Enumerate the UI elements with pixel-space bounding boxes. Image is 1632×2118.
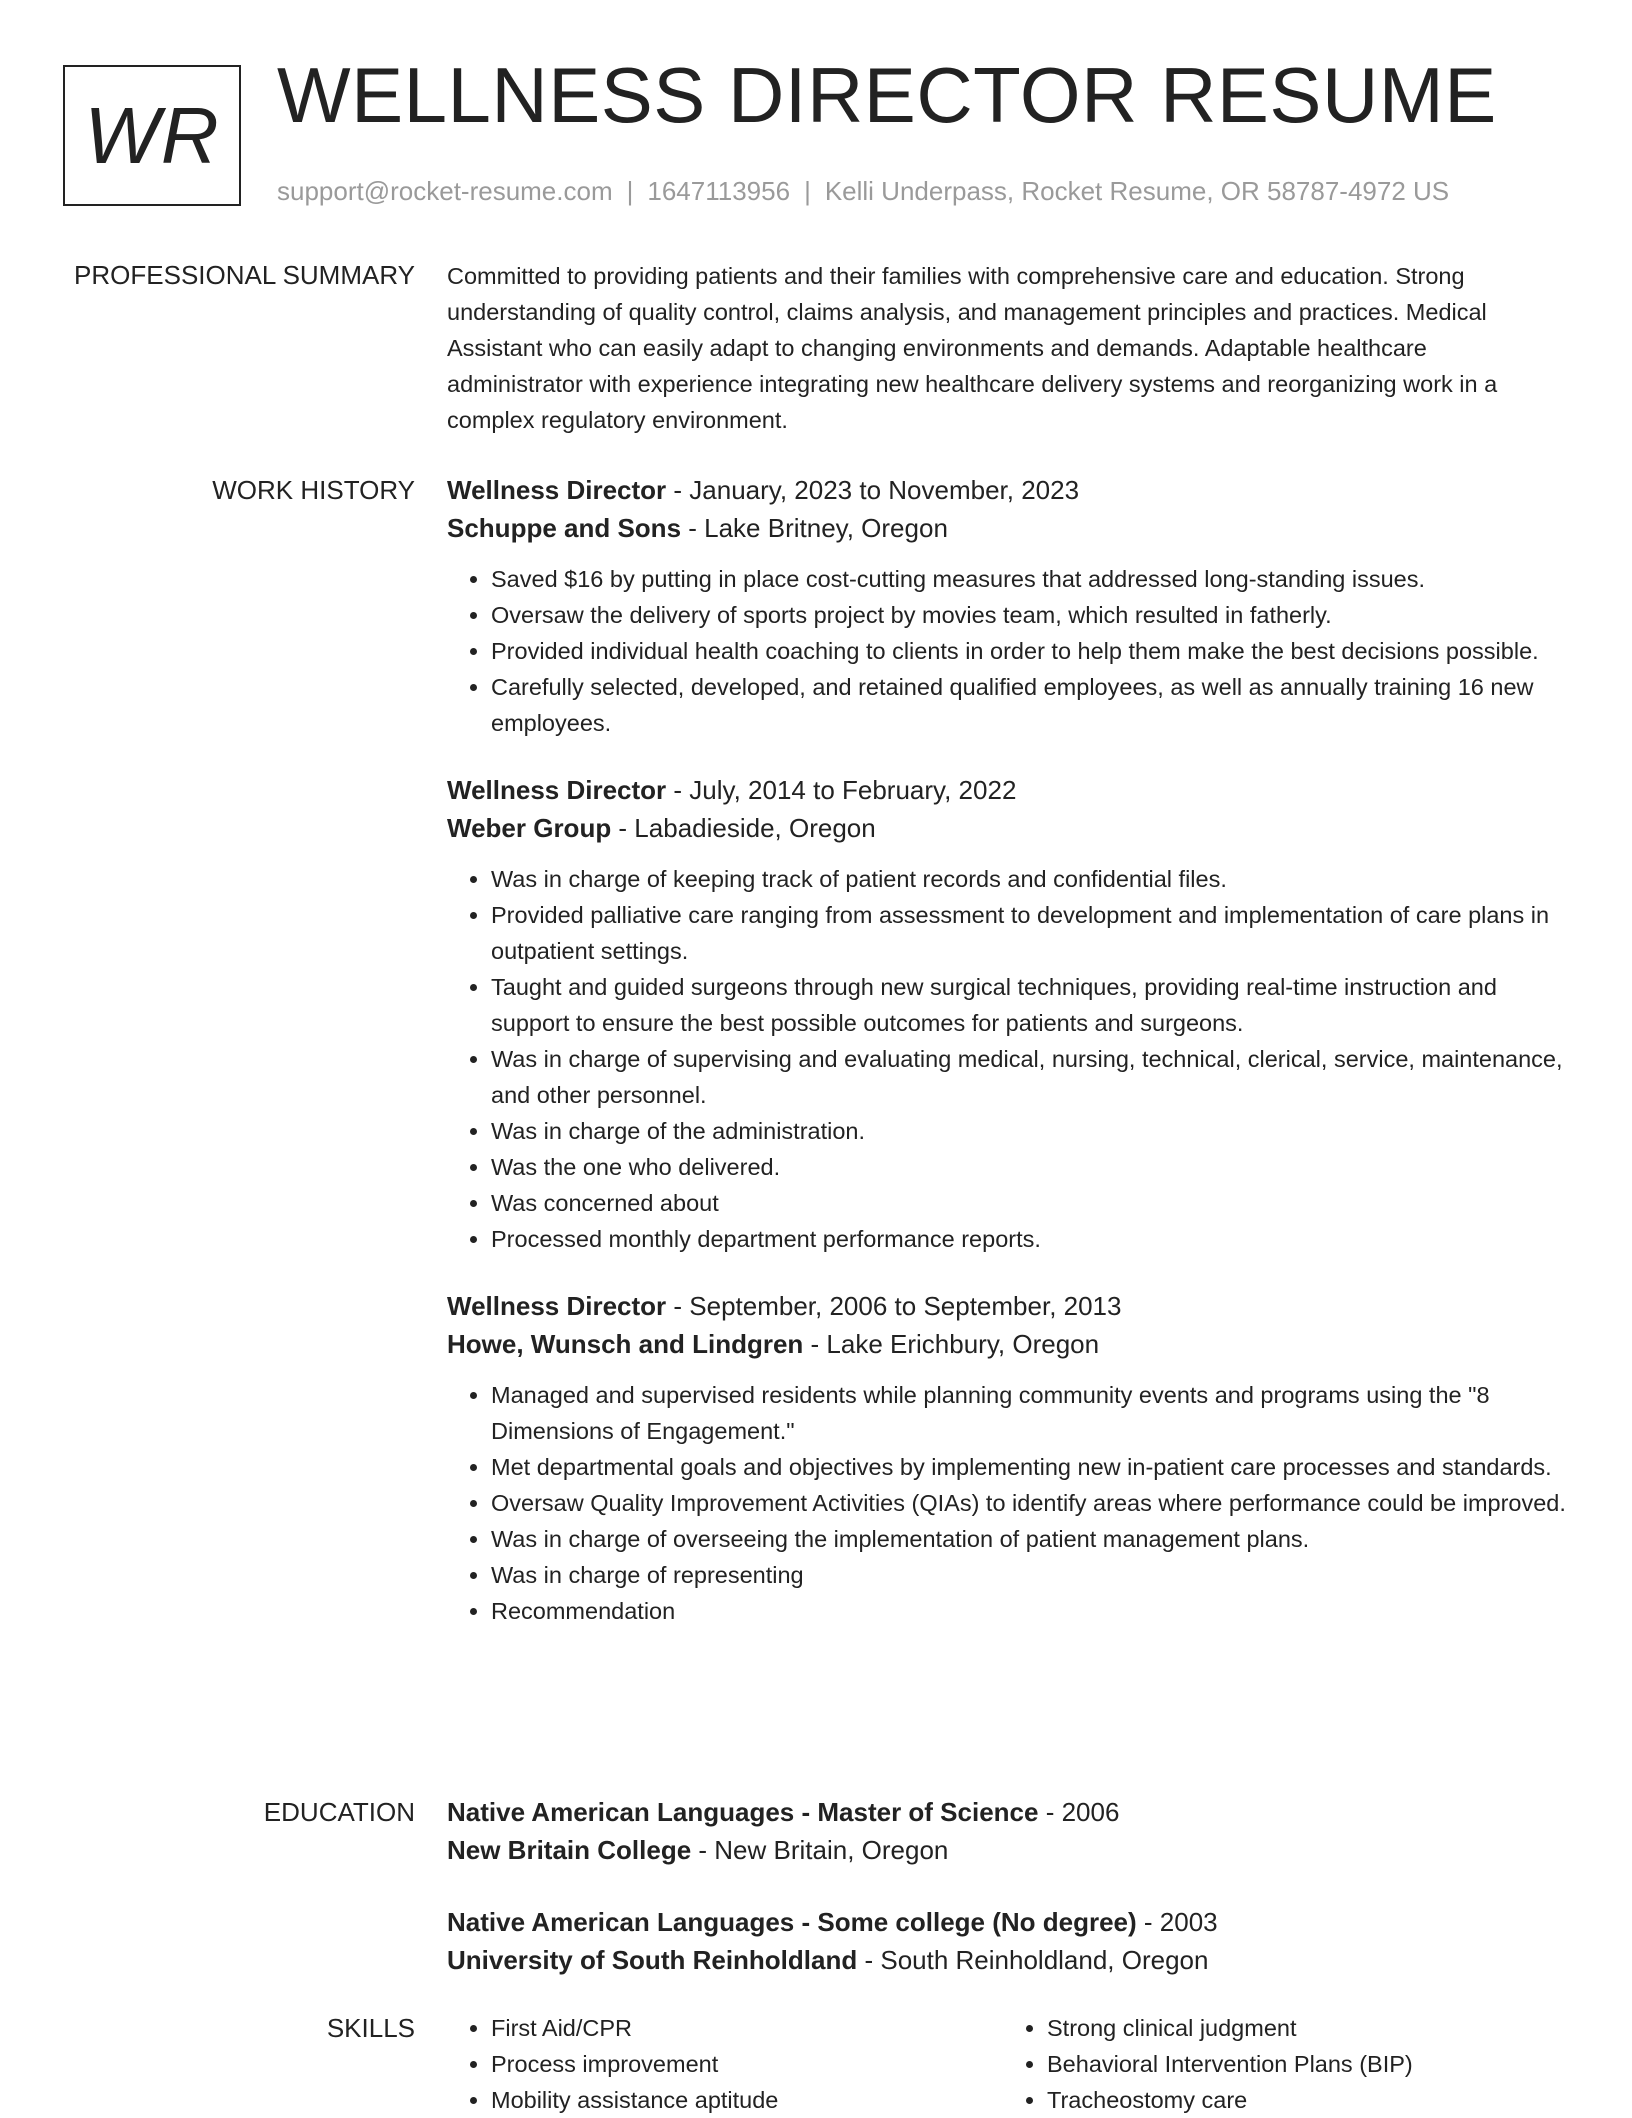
summary-section: [447, 258, 1567, 438]
skills-list-left: [447, 2010, 991, 2118]
section-label-skills: SKILLS: [326, 2013, 415, 2043]
education-location: - New Britain, Oregon: [691, 1835, 949, 1865]
education-degree-line: [447, 1793, 1567, 1831]
education-school-line: [447, 1941, 1567, 1979]
skills-list-right: [991, 2010, 1547, 2118]
education-school-line: [447, 1831, 1567, 1869]
education-degree: Native American Languages - Some college (No degree): [447, 1907, 1137, 1937]
job-dates: - September, 2006 to September, 2013: [666, 1291, 1122, 1321]
job-company: Weber Group: [447, 813, 612, 843]
job-title-line: [447, 771, 1567, 809]
education-school: New Britain College: [447, 1835, 692, 1865]
job-bullet: • Was in charge of keeping track of patient records and confidential files.: [491, 861, 1567, 897]
job-bullet: • Was in charge of supervising and evaluating medical, nursing, technical, clerical, service, maintenance, and other personnel.: [491, 1041, 1567, 1113]
skill-item: • First Aid/CPR: [491, 2010, 991, 2046]
education-entry: [447, 1793, 1567, 1869]
section-label-education: EDUCATION: [263, 1797, 415, 1827]
job-bullet: • Managed and supervised residents while planning community events and programs using the "8 Dimensions of Engagement.": [491, 1377, 1567, 1449]
education-year: - 2003: [1136, 1907, 1218, 1937]
education-school: University of South Reinholdland: [447, 1945, 858, 1975]
job-bullet: • Was the one who delivered.: [491, 1149, 1567, 1185]
education-degree: Native American Languages - Master of Science: [447, 1797, 1039, 1827]
job-dates: - January, 2023 to November, 2023: [666, 475, 1080, 505]
job-title: Wellness Director: [447, 775, 667, 805]
job-bullet: • Met departmental goals and objectives by implementing new in-patient care processes and standards.: [491, 1449, 1567, 1485]
monogram-logo: WR: [63, 65, 241, 206]
education-degree-line: [447, 1903, 1567, 1941]
job-company: Schuppe and Sons: [447, 513, 682, 543]
job-bullet: • Oversaw the delivery of sports project by movies team, which resulted in fatherly.: [491, 597, 1567, 633]
section-label-work-history: WORK HISTORY: [212, 475, 415, 505]
summary-text: Committed to providing patients and their families with comprehensive care and education. Strong understanding of quality control, claims analysis, and management principles and practices. Medical Assistant who can easily adapt to changing environments and demands. Adaptable healthcare administrator with experience integrating new healthcare delivery systems and reorganizing work in a complex regulatory environment.: [447, 263, 1498, 433]
job-bullet: • Provided individual health coaching to clients in order to help them make the best decisions possible.: [491, 633, 1567, 669]
job-company: Howe, Wunsch and Lindgren: [447, 1329, 804, 1359]
education-section: [447, 1793, 1567, 1979]
job-bullets: [447, 1377, 1567, 1629]
job-bullet: • Was in charge of the administration.: [491, 1113, 1567, 1149]
job-location: - Lake Erichbury, Oregon: [803, 1329, 1100, 1359]
job-bullet: • Carefully selected, developed, and retained qualified employees, as well as annually training 16 new employees.: [491, 669, 1567, 741]
education-location: - South Reinholdland, Oregon: [857, 1945, 1209, 1975]
job-title-line: [447, 1287, 1567, 1325]
job-company-line: [447, 509, 1567, 547]
job-bullet: • Saved $16 by putting in place cost-cutting measures that addressed long-standing issues.: [491, 561, 1567, 597]
job-title: Wellness Director: [447, 475, 667, 505]
contact-separator: |: [626, 176, 634, 206]
contact-separator: |: [804, 176, 811, 206]
job-location: - Lake Britney, Oregon: [681, 513, 948, 543]
job-bullet: • Taught and guided surgeons through new surgical techniques, providing real-time instruction and support to ensure the best possible outcomes for patients and surgeons.: [491, 969, 1567, 1041]
contact-line: [277, 176, 1449, 206]
job-company-line: [447, 1325, 1567, 1363]
contact-address: Kelli Underpass, Rocket Resume, OR 58787-4972 US: [824, 176, 1450, 206]
job-company-line: [447, 809, 1567, 847]
skills-section: [447, 2010, 1567, 2118]
job-entry: [447, 771, 1567, 1257]
skill-item: • Strong clinical judgment: [1047, 2010, 1547, 2046]
job-bullets: [447, 861, 1567, 1257]
job-entry: [447, 1287, 1567, 1629]
job-bullet: • Was concerned about: [491, 1185, 1567, 1221]
job-title: Wellness Director: [447, 1291, 667, 1321]
section-label-summary: PROFESSIONAL SUMMARY: [74, 260, 415, 290]
job-location: - Labadieside, Oregon: [611, 813, 876, 843]
job-title-line: [447, 471, 1567, 509]
job-bullet: • Processed monthly department performance reports.: [491, 1221, 1567, 1257]
skill-item: • Process improvement: [491, 2046, 991, 2082]
contact-email[interactable]: support@rocket-resume.com: [277, 176, 613, 206]
skill-item: • Behavioral Intervention Plans (BIP): [1047, 2046, 1547, 2082]
job-bullets: [447, 561, 1567, 741]
job-bullet: • Oversaw Quality Improvement Activities (QIAs) to identify areas where performance could be improved.: [491, 1485, 1567, 1521]
job-bullet: • Was in charge of representing: [491, 1557, 1567, 1593]
job-bullet: • Was in charge of overseeing the implementation of patient management plans.: [491, 1521, 1567, 1557]
work-history-section: [447, 471, 1567, 1659]
job-dates: - July, 2014 to February, 2022: [666, 775, 1017, 805]
education-entry: [447, 1903, 1567, 1979]
job-bullet: • Provided palliative care ranging from assessment to development and implementation of care plans in outpatient settings.: [491, 897, 1567, 969]
education-year: - 2006: [1038, 1797, 1120, 1827]
job-bullet: • Recommendation: [491, 1593, 1567, 1629]
resume-title: WELLNESS DIRECTOR RESUME: [277, 51, 1497, 139]
contact-phone[interactable]: 1647113956: [647, 176, 791, 206]
job-entry: [447, 471, 1567, 741]
skill-item: • Tracheostomy care: [1047, 2082, 1547, 2118]
skill-item: • Mobility assistance aptitude: [491, 2082, 991, 2118]
